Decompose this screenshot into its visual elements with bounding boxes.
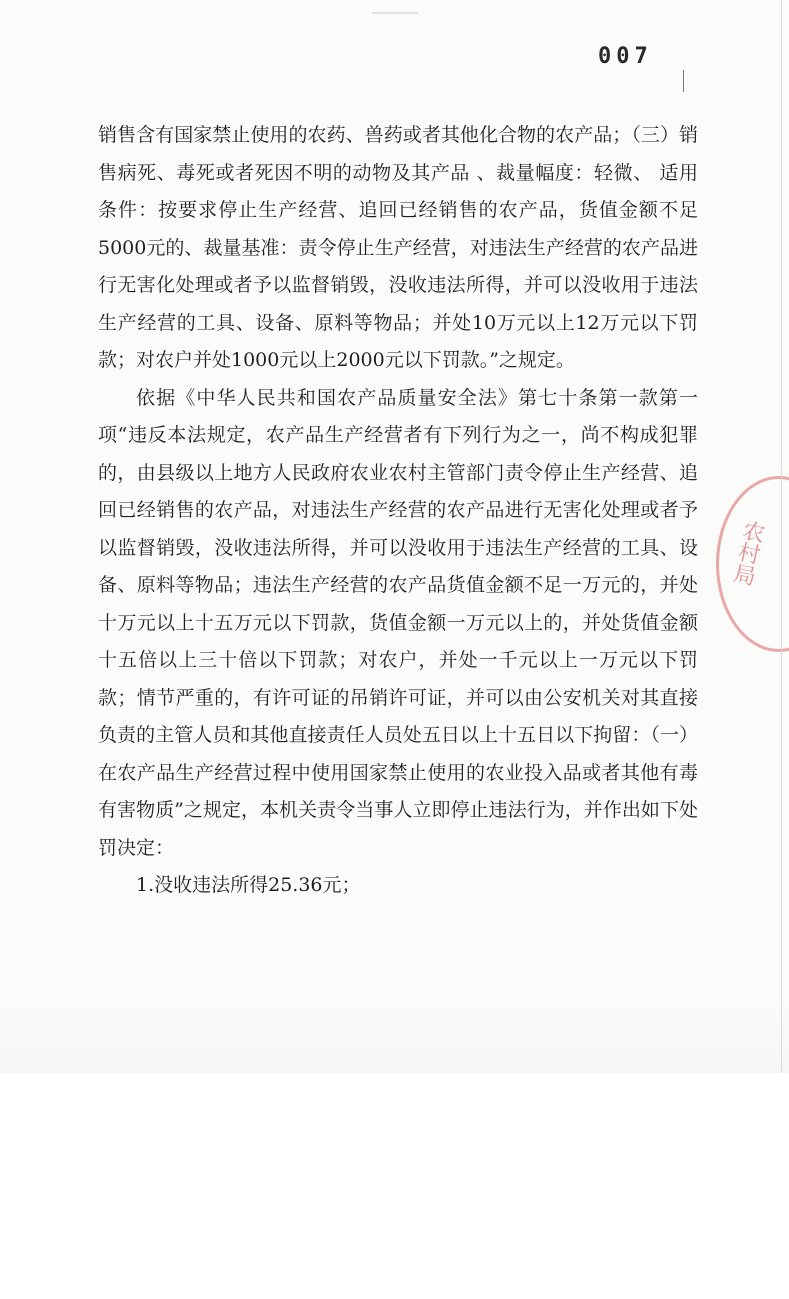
page-number: 007 xyxy=(598,44,653,69)
official-seal-text: 农村局 xyxy=(728,517,767,588)
margin-tick xyxy=(683,70,684,92)
scan-top-mark xyxy=(372,0,418,14)
scan-bottom-shade xyxy=(0,1000,789,1073)
document-body xyxy=(98,117,698,905)
scan-right-edge xyxy=(781,0,782,1073)
paragraph-legal-basis: 依据《中华人民共和国农产品质量安全法》第七十条第一款第一项“违反本法规定，农产品生产经营者有下列行为之一，尚不构成犯罪的，由县级以上地方人民政府农业农村主管部门责令停止生产经营、追回已经销售的农产品，对违法生产经营的农产品进行无害化处理或者予以监督销毁，没收违法所得，并可以没收用于违法生产经营的工具、设备、原料等物品；违法生产经营的农产品货值金额不足一万元的，并处十万元以上十五万元以下罚款，货值金额一万元以上的，并处货值金额十五倍以上三十倍以下罚款；对农户，并处一千元以上一万元以下罚款；情节严重的，有许可证的吊销许可证，并可以由公安机关对其直接负责的主管人员和其他直接责任人员处五日以上十五日以下拘留：（一）在农产品生产经营过程中使用国家禁止使用的农业投入品或者其他有毒有害物质”之规定，本机关责令当事人立即停止违法行为，并作出如下处罚决定： xyxy=(98,386,698,859)
paragraph-continuation: 销售含有国家禁止使用的农药、兽药或者其他化合物的农产品；（三）销售病死、毒死或者死因不明的动物及其产品 、裁量幅度：轻微、 适用条件：按要求停止生产经营、追回已经销售的农产品，货值金额不足5000元的、裁量基准：责令停止生产经营，对违法生产经营的农产品进行无害化处理或者予以监督销毁，没收违法所得，并可以没收用于违法生产经营的工具、设备、原料等物品；并处10万元以上12万元以下罚款；对农户并处1000元以上2000元以下罚款。”之规定。 xyxy=(98,124,698,371)
paragraph-penalty-item-1: 1.没收违法所得25.36元； xyxy=(136,874,361,896)
